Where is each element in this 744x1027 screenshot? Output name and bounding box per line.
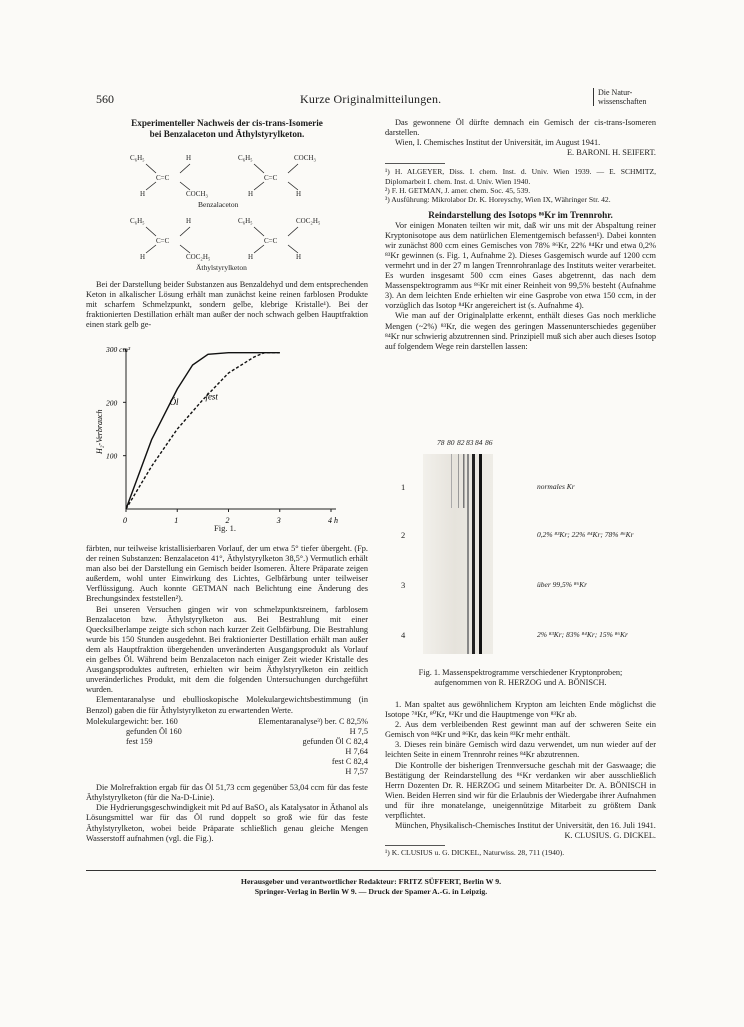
step-2: 2. Aus dem verbleibenden Rest gewinnt man auf der schweren Seite ein Gemisch von ⁸⁴Kr und ⁸⁶Kr, das kein ⁸³Kr mehr enthält. — [385, 720, 656, 740]
mass-label: 78 — [437, 438, 445, 447]
divider-1 — [385, 163, 445, 164]
running-title: Kurze Originalmitteilungen. — [300, 92, 442, 106]
article-title-line-2: bei Benzalaceton und Äthylstyrylketon. — [149, 129, 305, 139]
hydrogenation-chart — [86, 343, 356, 523]
left-paragraph-1: Bei der Darstellung beider Substanzen aus Benzaldehyd und dem entsprechenden Keton in alkalischer Lösung erhält man zunächst keine reinen farblosen Produkte mit scharfem Schmelzpunkt, sondern gelbe, klebrige Kristalle¹). Bei der fraktionierten Destillation erhält man außer der noch schwach gelben Hauptfraktion einen stark gelb ge- — [86, 280, 368, 330]
line-80 — [458, 454, 459, 508]
spectral-lines — [385, 438, 656, 660]
analysis-row-left — [86, 757, 126, 767]
left-paragraph-5: Die Molrefraktion ergab für das Öl 51,73 ccm gegenüber 53,04 ccm für das feste Äthylstyrylketon (für die Na-D-Linie). — [86, 783, 368, 803]
series-label: fest — [205, 391, 218, 402]
article-title-2: Reindarstellung des Isotops ⁸⁶Kr im Trennrohr. — [428, 209, 613, 220]
mass-label: 80 — [447, 438, 455, 447]
chem-s3-tr: H — [186, 217, 192, 225]
left-text-1 — [86, 280, 368, 330]
analysis-row-left: Molekulargewicht: ber. 160 — [86, 716, 178, 726]
journal-line-2: wissenschaften — [598, 97, 647, 106]
institute-1: Wien, I. Chemisches Institut der Universität, im August 1941. — [395, 138, 601, 148]
spec-caption-line-2: aufgenommen von R. HERZOG und A. BÖNISCH. — [434, 678, 607, 688]
line-83 — [467, 454, 469, 654]
analysis-row — [86, 747, 368, 757]
analysis-row-left — [86, 747, 126, 757]
spec-row-number: 2 — [401, 530, 406, 540]
chem-s2-cc: C=C — [264, 174, 278, 182]
spec-row-number: 1 — [401, 482, 406, 492]
analysis-row-right: H 7,57 — [345, 767, 368, 777]
mass-label: 86 — [485, 438, 493, 447]
divider-2 — [385, 845, 445, 846]
analysis-row-right: H 7,5 — [349, 726, 368, 736]
analysis-row-left — [86, 767, 126, 777]
reference-2: ¹) K. CLUSIUS u. G. DICKEL, Naturwiss. 28, 711 (1940). — [385, 848, 565, 858]
right-column — [385, 118, 656, 352]
analysis-data — [86, 717, 368, 778]
x-tick-label: 1 — [174, 516, 179, 523]
analysis-row-right: Elementaranalyse³) ber. C 82,5% — [258, 716, 368, 726]
right-paragraph-3: Wie man auf der Originalplatte erkennt, enthält dieses Gas noch merkliche Mengen (~2%) ⁸³Kr, die wegen des geringen Massenunterschiedes gegenüber ⁸⁴Kr nur schwierig abzutrennen sind. Prinzipiell muß sich aber auch dieses Isotop auf folgendem Wege rein darstellen lassen: — [385, 311, 656, 351]
chem-s3-tl: C₆H₅ — [130, 217, 145, 225]
line-82 — [463, 454, 465, 508]
spec-caption-line-1: Fig. 1. Massenspektrogramme verschiedener Kryptonproben; — [418, 668, 623, 677]
y-tick-label: 100 — [106, 451, 118, 461]
chem-s4-br: H — [296, 253, 302, 261]
mass-label: 84 — [475, 438, 483, 447]
chem-s3-cc: C=C — [156, 237, 170, 245]
step-3: 3. Dieses rein binäre Gemisch wird dazu verwendet, um nun wieder auf der leichten Seite in einem Trennrohr reines ⁸⁴Kr abzutrennen. — [385, 740, 656, 760]
x-tick-label: 4 h — [328, 516, 338, 523]
analysis-row-right: fest C 82,4 — [331, 756, 368, 766]
article-title-line-1: Experimenteller Nachweis der cis-trans-Isomerie — [131, 118, 323, 128]
analysis-row-right: H 7,64 — [345, 746, 368, 756]
y-tick-label: 300 cm³ — [106, 345, 131, 354]
structure-bonds — [86, 148, 368, 276]
chem-s4-cc: C=C — [264, 237, 278, 245]
spec-row-label: 0,2% ⁸³Kr; 22% ⁸⁴Kr; 78% ⁸⁶Kr — [537, 530, 634, 539]
chem-s1-tr: H — [186, 154, 192, 162]
analysis-row-left: fest 159 — [126, 736, 153, 746]
chem-s2-tr: COCH₃ — [294, 154, 316, 162]
left-paragraph-6: Die Hydrierungsgeschwindigkeit mit Pd auf BaSO₄ als Katalysator in Äthanol als Lösungsmittel war für das Öl rund doppelt so groß wie für das feste Äthylstyrylketon, wobei beide Präparate schließlich genau gleiche Mengen Wasserstoff aufnahmen (vgl. die Fig.). — [86, 803, 368, 843]
left-column — [86, 118, 368, 140]
footer — [86, 870, 656, 897]
chem-s1-br: COCH₃ — [186, 190, 208, 198]
right-paragraph-1: Das gewonnene Öl dürfte demnach ein Gemisch der cis-trans-Isomeren darstellen. — [385, 118, 656, 138]
spec-row-number: 3 — [401, 580, 406, 590]
chem-s2-bl: H — [248, 190, 254, 198]
mass-label: 82 — [457, 438, 465, 447]
reference-item: ²) F. H. GETMAN, J. amer. chem. Soc. 45, 539. — [385, 185, 531, 195]
chem-s2-tl: C₆H₅ — [238, 154, 253, 162]
right-text-2 — [385, 700, 656, 858]
spec-row-label: 2% ⁸³Kr; 83% ⁸⁴Kr; 15% ⁸⁶Kr — [537, 630, 628, 639]
mass-label: 83 — [466, 438, 474, 447]
analysis-row — [86, 767, 368, 777]
institute-2: München, Physikalisch-Chemisches Institut der Universität, den 16. Juli 1941. — [395, 821, 656, 831]
left-text-2 — [86, 544, 368, 844]
footer-line-2: Springer-Verlag in Berlin W 9. — Druck der Spamer A.-G. in Leipzig. — [254, 887, 488, 896]
y-axis-label: H₂-Verbrauch — [95, 409, 104, 454]
spec-caption-block — [385, 668, 656, 688]
series-label: Öl — [169, 397, 179, 407]
reference-item: ³) Ausführung: Mikrolabor Dr. K. Horeyschy, Wien IX, Währinger Str. 42. — [385, 195, 611, 205]
chem-s1-cc: C=C — [156, 174, 170, 182]
article-title-1 — [86, 118, 368, 140]
references-1 — [385, 167, 656, 204]
chem-label-aethylstyrylketon: Äthylstyrylketon — [196, 263, 247, 272]
reference-item: ¹) H. ALGEYER, Diss. I. chem. Inst. d. Univ. Wien 1939. — E. SCHMITZ, Diplomarbeit I. chem. Inst. d. Univ. Wien 1940. — [385, 167, 656, 186]
series-line-oel — [126, 353, 280, 509]
spec-row-number: 4 — [401, 630, 406, 640]
spec-row-label: über 99,5% ⁸⁶Kr — [537, 580, 588, 589]
chem-s1-bl: H — [140, 190, 146, 198]
left-paragraph-3: Bei unseren Versuchen gingen wir von schmelzpunktsreinem, farblosem Benzalaceton bzw. Äthylstyrylketon aus. Bei Bestrahlung mit einer Quecksilberlampe zeigte sich schon nach kurzer Zeit Gelbfärbung. Die Bestrahlung wurde bis 150 Stunden ausgedehnt. Bei fraktionierter Destillation erhält man außer dem als Hauptfraktion übergehenden unveränderten Ausgangsprodukt als Vorlauf ein gelbes Öl. Während beim Benzalaceton nach einiger Zeit wieder Kristalle des Ausgangsproduktes auftreten, erhielten wir beim Äthylstyrylketon ein zeitlich unveränderliches Produkt, mit dem die folgenden Untersuchungen durchgeführt wurden. — [86, 604, 368, 695]
chem-s4-tl: C₆H₅ — [238, 217, 253, 225]
analysis-row-left: gefunden Öl 160 — [126, 726, 182, 736]
mass-spectrogram-figure — [385, 438, 656, 660]
fig-caption-1: Fig. 1. — [214, 523, 236, 533]
left-paragraph-2: färbten, nur teilweise kristallisierbaren Vorlauf, der um etwa 5° tiefer übergeht. (Fp. der reinen Substanzen: Benzalaceton 41°, Äthylstyrylketon 38,5°.) Vermutlich erhält man also bei der Darstellung ein Gemisch beider Isomeren. Ältere Präparate zeigen außerdem, wohl unter Einwirkung des Lichtes, Gelbfärbung unter teilweiser Verflüssigung. Auch konnte GETMAN nach Belichtung eine Änderung des Brechungsindex feststellen²). — [86, 544, 368, 604]
x-tick-label: 0 — [123, 516, 127, 523]
analysis-row — [86, 727, 368, 737]
journal-name — [593, 88, 646, 106]
y-tick-label: 200 — [106, 398, 118, 408]
chem-s4-tr: COC₂H₅ — [296, 217, 321, 225]
step-1: 1. Man spaltet aus gewöhnlichem Krypton am leichten Ende möglichst die Isotope ⁷⁸Kr, ⁸⁰Kr, ⁸²Kr und die Hauptmenge von ⁸³Kr ab. — [385, 700, 656, 720]
spec-row-label: normales Kr — [537, 482, 575, 491]
line-84 — [472, 454, 475, 654]
analysis-row — [86, 717, 368, 727]
analysis-row — [86, 757, 368, 767]
chem-s2-br: H — [296, 190, 302, 198]
chem-s3-br: COC₂H₅ — [186, 253, 211, 261]
authors-2: K. CLUSIUS. G. DICKEL. — [564, 831, 656, 841]
footer-line-1: Herausgeber und verantwortlicher Redakteur: FRITZ SÜFFERT, Berlin W 9. — [240, 877, 502, 886]
authors-1: E. BARONI. H. SEIFERT. — [566, 148, 656, 158]
right-paragraph-4: Die Kontrolle der bisherigen Trennversuche geschah mit der Gaswaage; die Bestätigung der Reindarstellung des ⁸⁶Kr verdanken wir aber ausschließlich Herrn Dozenten Dr. R. HERZOG und seinem Mitarbeiter Dr. A. BÖNISCH in Wien. Beiden Herren sind wir für die Erlaubnis der Wiedergabe ihrer Aufnahmen und für ihre monatelange, uneigennützige Mitarbeit zu größtem Dank verpflichtet. — [385, 760, 656, 821]
x-tick-label: 3 — [276, 516, 281, 523]
analysis-row — [86, 737, 368, 747]
chem-s4-bl: H — [248, 253, 254, 261]
line-78 — [451, 454, 452, 508]
chem-s3-bl: H — [140, 253, 146, 261]
journal-line-1: Die Natur- — [598, 88, 633, 97]
line-86 — [479, 454, 482, 654]
chem-s1-tl: C₆H₅ — [130, 154, 145, 162]
chem-label-benzalaceton: Benzalaceton — [198, 200, 239, 209]
right-paragraph-2: Vor einigen Monaten teilten wir mit, daß wir uns mit der Abspaltung reiner Kryptonisotope aus dem natürlichen Elementgemisch befassen¹). Dabei konnten wir zunächst 800 ccm eines Gemisches von 78% ⁸⁶Kr, 22% ⁸⁴Kr und etwa 0,2% ⁸³Kr gewinnen (s. Fig. 1, Aufnahme 2). Dieses Gasgemisch wurde auf 1200 ccm vermehrt und in der 27 m langen Trennrohranlage des Instituts weiter verarbeitet. Es wurden insgesamt 500 ccm eines Gases abgetrennt, das nach dem Massenspektrogramm aus ⁸⁶Kr mit einer Reinheit von 99,5% besteht (Aufnahme 3). An dem leichten Ende erhielten wir eine Gasprobe von etwa 150 ccm, in der vorzüglich das Isotop ⁸⁴Kr angereichert ist (s. Aufnahme 4). — [385, 220, 656, 311]
page-number: 560 — [96, 92, 114, 106]
analysis-row-right: gefunden Öl C 82,4 — [302, 736, 368, 746]
x-tick-label: 2 — [225, 516, 230, 523]
series-line-fest — [126, 353, 280, 509]
left-paragraph-4: Elementaranalyse und ebullioskopische Molekulargewichtsbestimmung (in Benzol) gaben die für Äthylstyrylketon zu erwartenden Werte. — [86, 695, 368, 715]
chemical-structures — [86, 148, 368, 276]
